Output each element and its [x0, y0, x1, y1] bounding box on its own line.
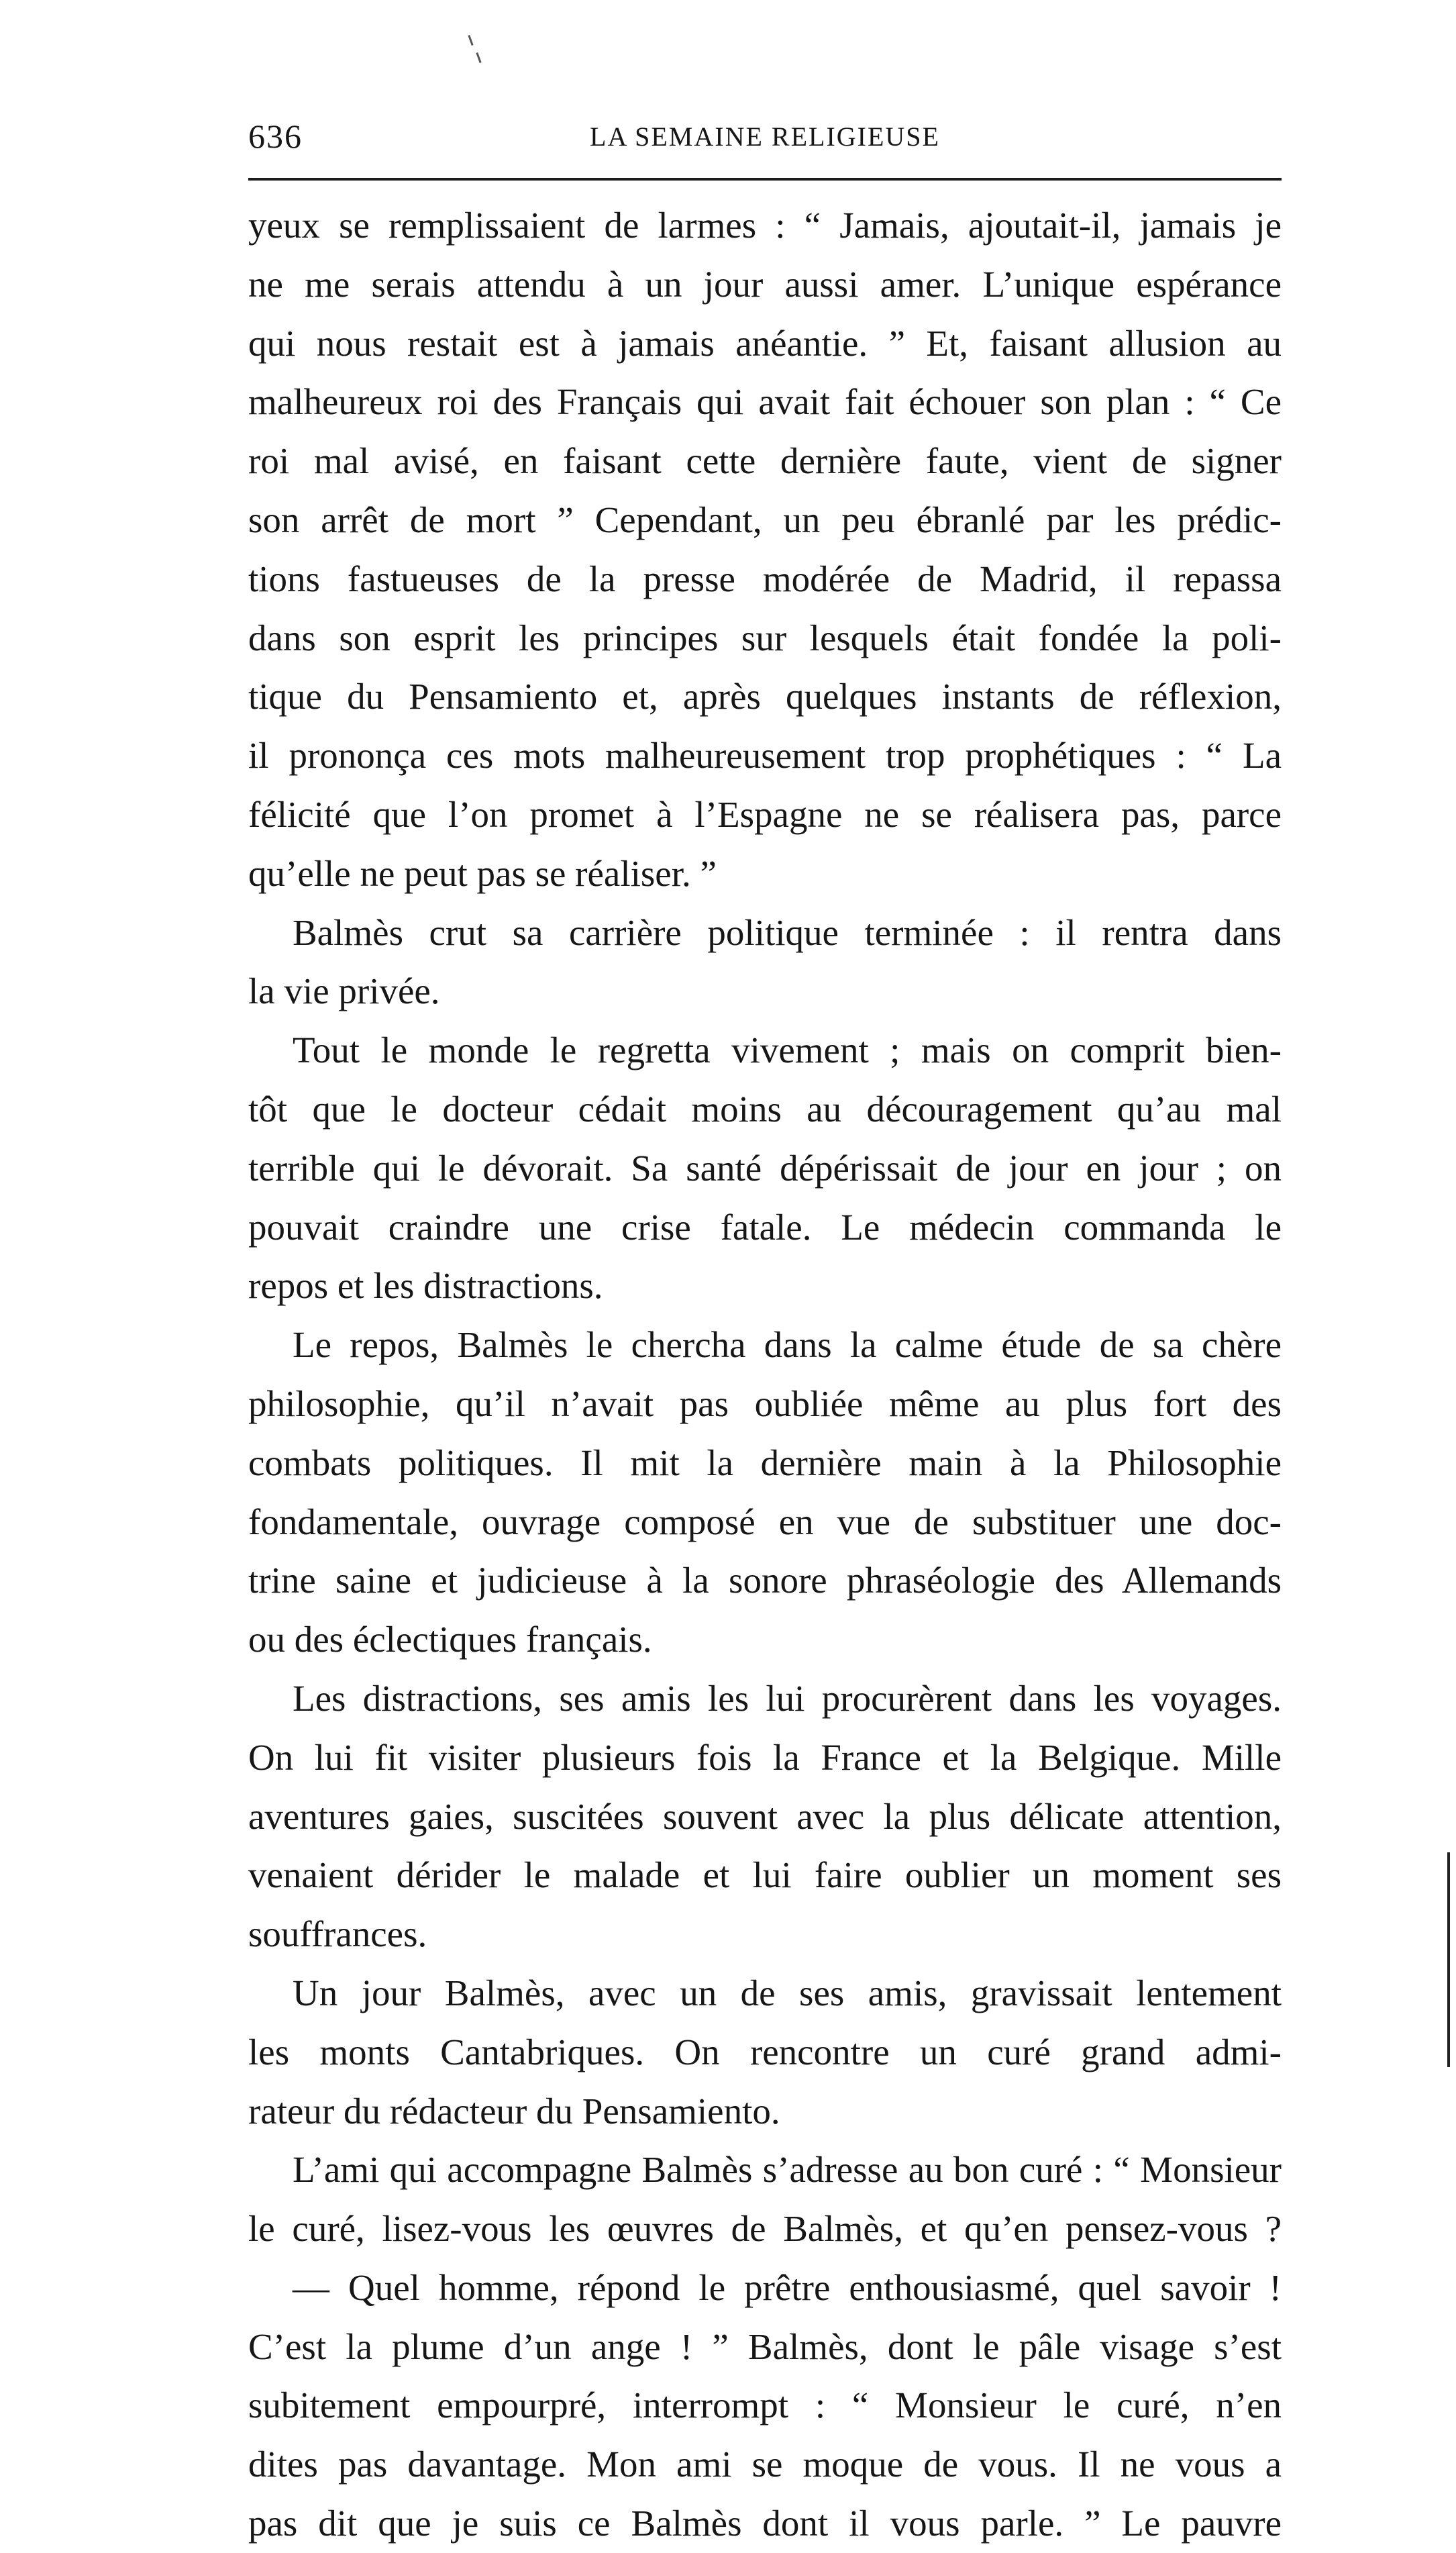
text-line: combats politiques. Il mit la dernière main à la Philosophie: [248, 1442, 1282, 1483]
header-rule: [248, 178, 1282, 181]
text-line: tôt que le docteur cédait moins au découragement qu’au mal: [248, 1088, 1282, 1130]
ink-speck: [468, 35, 473, 46]
text-line: yeux se remplissaient de larmes : “ Jamais, ajoutait-il, jamais je: [248, 205, 1282, 246]
text-line: terrible qui le dévorait. Sa santé dépérissait de jour en jour ; on: [248, 1147, 1282, 1189]
text-line: qu’elle ne peut pas se réaliser. ”: [248, 852, 717, 894]
ink-speck: [476, 52, 481, 63]
text-line: L’ami qui accompagne Balmès s’adresse au bon curé : “ Monsieur: [293, 2149, 1282, 2191]
page-number: 636: [248, 117, 303, 155]
text-line: tique du Pensamiento et, après quelques instants de réflexion,: [248, 676, 1282, 717]
text-line: roi mal avisé, en faisant cette dernière faute, vient de signer: [248, 440, 1282, 482]
text-line: repos et les distractions.: [248, 1265, 603, 1307]
text-line: le curé, lisez-vous les œuvres de Balmès, et qu’en pensez-vous ?: [248, 2208, 1282, 2250]
text-line: dans son esprit les principes sur lesquels était fondée la poli-: [248, 617, 1282, 658]
margin-scan-mark: [1447, 1852, 1450, 2067]
text-line: pouvait craindre une crise fatale. Le médecin commanda le: [248, 1206, 1282, 1248]
text-line: aventures gaies, suscitées souvent avec la plus délicate attention,: [248, 1795, 1282, 1837]
text-line: Le repos, Balmès le chercha dans la calme étude de sa chère: [293, 1324, 1282, 1366]
text-line: rateur du rédacteur du Pensamiento.: [248, 2090, 780, 2132]
text-line: On lui fit visiter plusieurs fois la France et la Belgique. Mille: [248, 1736, 1282, 1778]
text-line: félicité que l’on promet à l’Espagne ne se réalisera pas, parce: [248, 793, 1282, 835]
text-line: pas dit que je suis ce Balmès dont il vous parle. ” Le pauvre: [248, 2503, 1282, 2544]
text-line: tions fastueuses de la presse modérée de Madrid, il repassa: [248, 558, 1282, 599]
text-line: son arrêt de mort ” Cependant, un peu ébranlé par les prédic-: [248, 499, 1282, 540]
text-line: la vie privée.: [248, 970, 440, 1012]
text-line: souffrances.: [248, 1913, 427, 1955]
text-line: ou des éclectiques français.: [248, 1619, 652, 1660]
text-line: Tout le monde le regretta vivement ; mais on comprit bien-: [293, 1030, 1282, 1071]
running-head: [248, 107, 1282, 161]
text-line: dites pas davantage. Mon ami se moque de vous. Il ne vous a: [248, 2444, 1282, 2485]
text-line: — Quel homme, répond le prêtre enthousiasmé, quel savoir !: [293, 2266, 1282, 2308]
text-line: Balmès crut sa carrière politique terminée : il rentra dans: [293, 911, 1282, 953]
text-line: fondamentale, ouvrage composé en vue de substituer une doc-: [248, 1501, 1282, 1542]
text-line: C’est la plume d’un ange ! ” Balmès, dont le pâle visage s’est: [248, 2325, 1282, 2367]
text-line: Les distractions, ses amis les lui procurèrent dans les voyages.: [293, 1677, 1282, 1719]
body-text: [248, 196, 1282, 2553]
text-line: Un jour Balmès, avec un de ses amis, gravissait lentement: [293, 1972, 1282, 2013]
text-line: subitement empourpré, interrompt : “ Monsieur le curé, n’en: [248, 2385, 1282, 2426]
text-line: qui nous restait est à jamais anéantie. ” Et, faisant allusion au: [248, 322, 1282, 364]
text-line: les monts Cantabriques. On rencontre un curé grand admi-: [248, 2031, 1282, 2072]
running-title: LA SEMAINE RELIGIEUSE: [590, 121, 940, 152]
text-line: trine saine et judicieuse à la sonore phraséologie des Allemands: [248, 1560, 1282, 1601]
text-line: venaient dérider le malade et lui faire oublier un moment ses: [248, 1854, 1282, 1896]
text-line: malheureux roi des Français qui avait fait échouer son plan : “ Ce: [248, 381, 1282, 423]
text-line: philosophie, qu’il n’avait pas oubliée même au plus fort des: [248, 1383, 1282, 1424]
text-line: ne me serais attendu à un jour aussi amer. L’unique espérance: [248, 263, 1282, 305]
text-line: il prononça ces mots malheureusement trop prophétiques : “ La: [248, 735, 1282, 777]
